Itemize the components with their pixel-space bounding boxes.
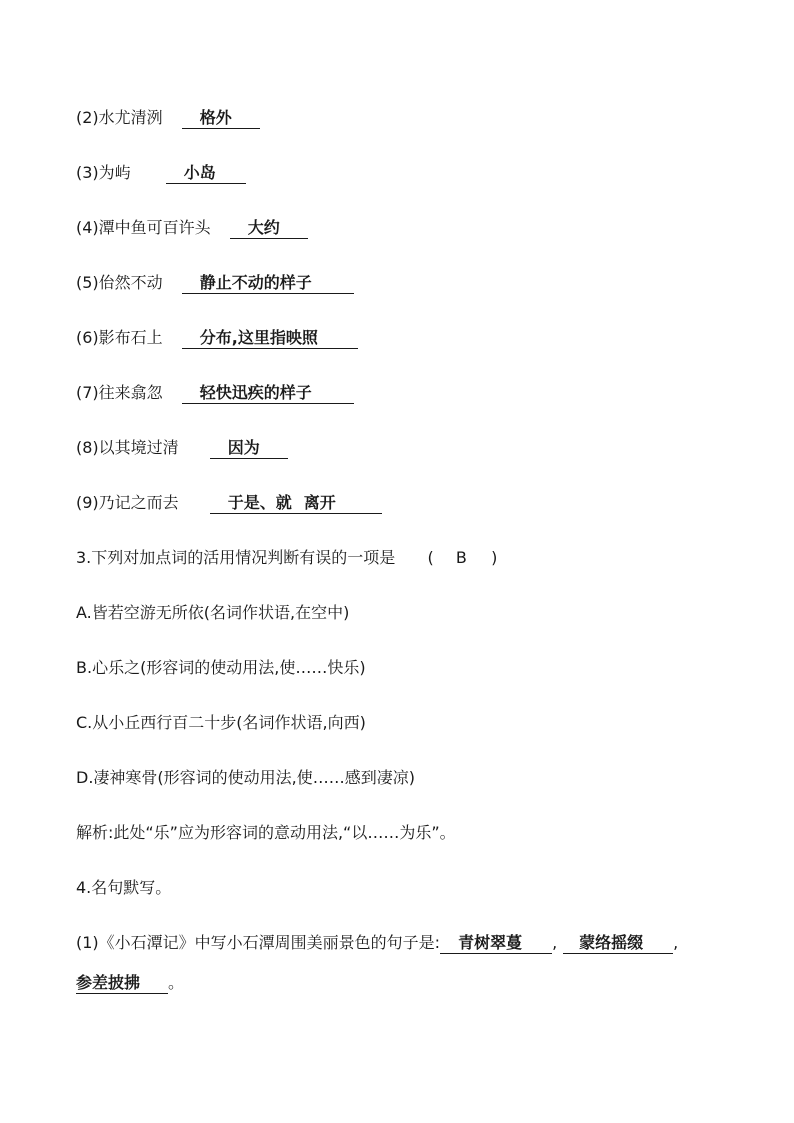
separator: , [673,933,679,952]
item-prompt: (6)影布石上 [76,328,163,347]
option-text: D.凄神寒骨(形容词的使动用法,使……感到凄凉) [76,768,415,787]
q2-item-6 [76,327,358,349]
q3-option-c [76,712,366,734]
q2-item-5 [76,272,354,294]
answer-part: 于是、就 [227,493,292,512]
answer-blank [210,493,382,514]
answer-blank: 轻快迅疾的样子 [182,383,354,404]
item-prompt: (7)往来翕忽 [76,383,163,402]
q3-option-a [76,602,349,624]
period: 。 [168,973,185,992]
option-text: A.皆若空游无所依(名词作状语,在空中) [76,603,350,622]
answer-blank: 因为 [210,438,288,459]
separator: , [552,933,558,952]
item-prompt: (9)乃记之而去 [76,493,179,512]
answer-blank: 静止不动的样子 [182,273,354,294]
analysis-text: 解析:此处“乐”应为形容词的意动用法,“以……为乐”。 [76,823,456,842]
q2-item-3 [76,162,246,184]
q3-stem [76,547,497,569]
answer-blank: 小岛 [166,163,246,184]
q2-item-4 [76,217,308,239]
answer-blank: 分布,这里指映照 [182,328,358,349]
q2-item-7 [76,382,354,404]
option-text: B.心乐之(形容词的使动用法,使……快乐) [76,658,366,677]
item-prompt: (5)佁然不动 [76,273,163,292]
item-prompt: (2)水尤清洌 [76,108,163,127]
q2-item-2 [76,107,260,129]
q3-analysis [76,822,456,844]
q4-item-1-cont [76,972,184,994]
q3-option-d [76,767,415,789]
q2-item-8 [76,437,288,459]
q2-item-9 [76,492,382,514]
answer-choice: B [455,548,467,567]
answer-blank: 蒙络摇缀 [563,933,673,954]
q4-item-1 [76,932,678,954]
item-prompt: (4)潭中鱼可百许头 [76,218,211,237]
answer-blank: 青树翠蔓 [440,933,552,954]
answer-blank: 大约 [230,218,308,239]
q3-option-b [76,657,366,679]
answer-blank: 格外 [182,108,260,129]
item-prompt: (3)为屿 [76,163,131,182]
answer-part: 离开 [303,493,336,512]
item-prompt: (1)《小石潭记》中写小石潭周围美丽景色的句子是: [76,933,441,952]
q4-title [76,877,171,899]
answer-blank: 参差披拂 [76,973,168,994]
item-prompt: (8)以其境过清 [76,438,179,457]
answer-paren-close: ) [491,548,498,567]
option-text: C.从小丘西行百二十步(名词作状语,向西) [76,713,366,732]
answer-paren-open: ( [427,548,434,567]
question-stem: 3.下列对加点词的活用情况判断有误的一项是 [76,548,396,567]
question-title: 4.名句默写。 [76,878,172,897]
